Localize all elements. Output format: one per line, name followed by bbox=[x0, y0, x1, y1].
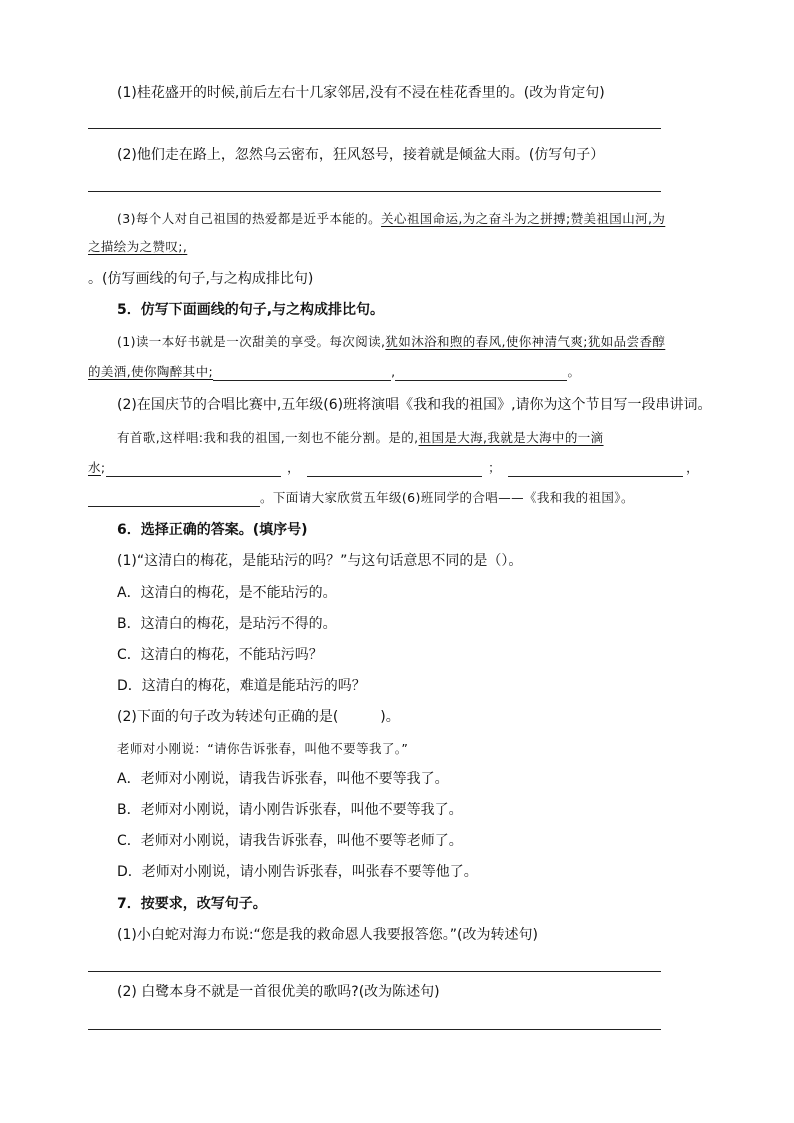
q5-s2-underlined-2: 水 bbox=[88, 460, 101, 475]
q5-s1-underlined-2: 的美酒,使你陶醉其中; bbox=[88, 364, 214, 379]
q5-s2-comma-2: ， bbox=[686, 460, 699, 475]
q6-p1-option-d[interactable]: D．这清白的梅花，难道是能玷污的吗？ bbox=[117, 678, 366, 694]
q5-s2-underlined-1: 祖国是大海,我就是大海中的一滴 bbox=[418, 430, 604, 445]
q6-p1-question: (1)“这清白的梅花，是能玷污的吗？”与这句话意思不同的是（）。 bbox=[117, 553, 523, 569]
q4-sentence-1: (1)桂花盛开的时候,前后左右十几家邻居,没有不浸在桂花香里的。(改为肯定句) bbox=[117, 85, 605, 101]
answer-line-q7-1[interactable] bbox=[88, 971, 661, 972]
q5-s1-sep: , bbox=[391, 364, 396, 379]
q5-s1-line-1 bbox=[117, 333, 665, 351]
q5-s2-line-3 bbox=[88, 489, 634, 507]
q6-p2-quote: 老师对小刚说：“请你告诉张春，叫他不要等我了。” bbox=[117, 741, 409, 756]
q5-s1-prefix: (1)读一本好书就是一次甜美的享受。每次阅读, bbox=[117, 334, 386, 349]
q5-title: 5．仿写下面画线的句子,与之构成排比句。 bbox=[117, 302, 385, 318]
q5-sentence-2: (2)在国庆节的合唱比赛中,五年级(6)班将演唱《我和我的祖国》,请你为这个节目写一段串讲词。 bbox=[117, 397, 712, 413]
q6-p1-option-a[interactable]: A．这清白的梅花，是不能玷污的。 bbox=[117, 585, 337, 601]
q5-s1-line-2 bbox=[88, 363, 580, 381]
q4-s3-blank[interactable]: , bbox=[182, 239, 188, 254]
q6-p2-option-d[interactable]: D．老师对小刚说，请小刚告诉张春，叫张春不要等他了。 bbox=[117, 864, 478, 880]
q6-p2-option-b[interactable]: B．老师对小刚说，请小刚告诉张春，叫他不要等我了。 bbox=[117, 802, 463, 818]
q4-sentence-3-line-2 bbox=[88, 238, 187, 256]
q5-s2-comma-1: ， bbox=[287, 460, 300, 475]
q5-s2-line-2 bbox=[88, 459, 703, 477]
q5-s1-underlined-1: 犹如沐浴和煦的春风,使你神清气爽;犹如品尝香醇 bbox=[385, 334, 666, 349]
q4-s3-underlined-1: 关心祖国命运,为之奋斗为之拼搏;赞美祖国山河,为 bbox=[381, 211, 666, 226]
q6-p2-option-c[interactable]: C．老师对小刚说，请我告诉张春，叫他不要等老师了。 bbox=[117, 833, 463, 849]
q4-s3-prefix: (3)每个人对自己祖国的热爱都是近乎本能的。 bbox=[117, 211, 382, 226]
q6-title: 6．选择正确的答案。(填序号) bbox=[117, 522, 308, 538]
q4-sentence-2: (2)他们走在路上，忽然乌云密布，狂风怒号，接着就是倾盆大雨。(仿写句子） bbox=[117, 147, 605, 163]
q7-title: 7．按要求，改写句子。 bbox=[117, 896, 267, 912]
q5-s2-blank-1[interactable] bbox=[106, 462, 281, 477]
q5-s1-end: 。 bbox=[567, 364, 581, 379]
q6-p2-option-a[interactable]: A．老师对小刚说，请我告诉张春，叫他不要等我了。 bbox=[117, 771, 449, 787]
q6-p1-option-b[interactable]: B．这清白的梅花，是玷污不得的。 bbox=[117, 616, 337, 632]
q5-s2-semicolon: ； bbox=[488, 460, 501, 475]
q5-s1-blank-1[interactable] bbox=[213, 366, 391, 381]
q6-p1-option-c[interactable]: C．这清白的梅花，不能玷污吗？ bbox=[117, 647, 323, 663]
answer-line-q7-2[interactable] bbox=[88, 1029, 661, 1030]
q6-p2-question: (2)下面的句子改为转述句正确的是( )。 bbox=[117, 709, 400, 725]
answer-line-q4-1[interactable] bbox=[88, 128, 661, 129]
q5-s2-prefix: 有首歌,这样唱:我和我的祖国,一刻也不能分割。是的, bbox=[117, 430, 419, 445]
q4-sentence-3-line-1 bbox=[117, 210, 665, 228]
q7-sentence-2: (2) 白鹭本身不就是一首很优美的歌吗?(改为陈述句) bbox=[117, 984, 440, 1000]
q5-s2-blank-4[interactable] bbox=[88, 492, 260, 507]
q4-s3-instruction: 。(仿写画线的句子,与之构成排比句) bbox=[88, 271, 314, 287]
q4-s3-underlined-2: 之描绘为之赞叹; bbox=[88, 239, 183, 254]
q5-s1-blank-2[interactable] bbox=[395, 366, 567, 381]
q5-s2-tail: 。下面请大家欣赏五年级(6)班同学的合唱——《我和我的祖国》。 bbox=[260, 490, 634, 505]
q5-s2-line-1 bbox=[117, 429, 604, 447]
q5-s2-blank-3[interactable] bbox=[508, 462, 683, 477]
q7-sentence-1: (1)小白蛇对海力布说:“您是我的救命恩人我要报答您。”(改为转述句) bbox=[117, 927, 538, 943]
q5-s2-blank-2[interactable] bbox=[307, 462, 482, 477]
answer-line-q4-2[interactable] bbox=[88, 191, 661, 192]
q5-s2-colon: ; bbox=[100, 460, 106, 475]
